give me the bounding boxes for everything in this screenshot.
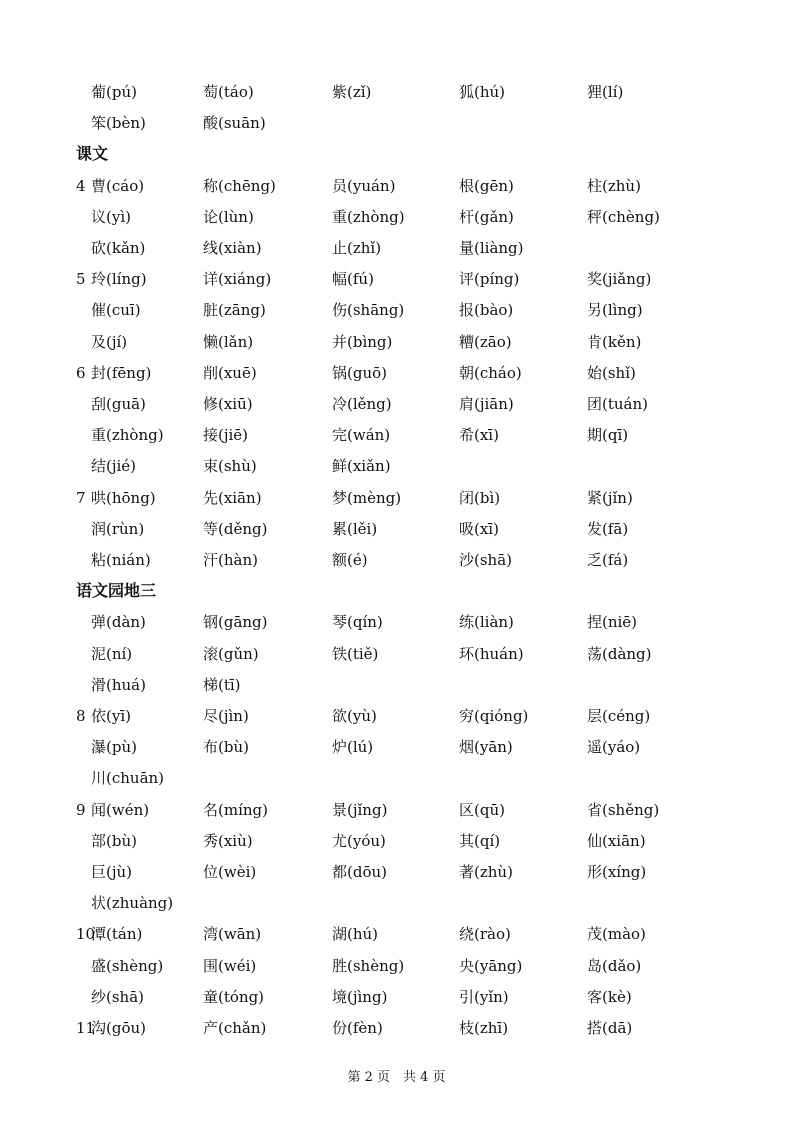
vocab-word: 著(zhù)	[459, 863, 513, 881]
vocab-word: 纱(shā)	[91, 988, 145, 1006]
vocab-row	[0, 361, 793, 385]
vocab-word: 滑(huá)	[91, 676, 146, 694]
vocab-word: 闭(bì)	[459, 489, 501, 507]
vocab-word: 炉(lú)	[332, 738, 374, 756]
vocab-word: 引(yǐn)	[459, 988, 509, 1006]
vocab-word: 酸(suān)	[203, 114, 266, 132]
vocab-word: 粘(nián)	[91, 551, 151, 569]
vocab-word: 发(fā)	[587, 520, 629, 538]
vocab-word: 评(píng)	[459, 270, 520, 288]
vocab-word: 童(tóng)	[203, 988, 265, 1006]
vocab-row	[0, 517, 793, 541]
lesson-number: 5	[76, 270, 86, 288]
vocab-word: 重(zhòng)	[91, 426, 164, 444]
lesson-number: 4	[76, 177, 86, 195]
vocab-word: 削(xuē)	[203, 364, 257, 382]
section-heading: 课文	[76, 144, 109, 163]
vocab-word: 区(qū)	[459, 801, 505, 819]
vocab-word: 都(dōu)	[332, 863, 387, 881]
vocab-word: 欲(yù)	[332, 707, 377, 725]
vocab-row	[0, 80, 793, 104]
vocab-word: 份(fèn)	[332, 1019, 383, 1037]
vocab-word: 捏(niē)	[587, 613, 638, 631]
vocab-word: 绕(rào)	[459, 925, 511, 943]
vocab-word: 穷(qióng)	[459, 707, 529, 725]
vocab-word: 砍(kǎn)	[91, 239, 146, 257]
vocab-word: 锅(guō)	[332, 364, 387, 382]
vocab-row	[0, 735, 793, 759]
vocab-word: 并(bìng)	[332, 333, 393, 351]
vocab-word: 柱(zhù)	[587, 177, 641, 195]
vocab-word: 封(fēng)	[91, 364, 152, 382]
vocab-word: 烟(yān)	[459, 738, 513, 756]
vocab-row	[0, 392, 793, 416]
vocab-word: 先(xiān)	[203, 489, 262, 507]
vocab-word: 湖(hú)	[332, 925, 379, 943]
vocab-word: 闻(wén)	[91, 801, 150, 819]
vocab-word: 其(qí)	[459, 832, 501, 850]
vocab-word: 形(xíng)	[587, 863, 647, 881]
vocab-word: 润(rùn)	[91, 520, 145, 538]
vocab-row	[0, 267, 793, 291]
vocab-word: 报(bào)	[459, 301, 514, 319]
vocab-word: 肩(jiān)	[459, 395, 514, 413]
vocab-row	[0, 798, 793, 822]
vocab-word: 修(xiū)	[203, 395, 253, 413]
vocab-word: 重(zhòng)	[332, 208, 405, 226]
vocab-word: 催(cuī)	[91, 301, 141, 319]
vocab-word: 省(shěng)	[587, 801, 660, 819]
vocab-row	[0, 704, 793, 728]
vocab-word: 央(yāng)	[459, 957, 523, 975]
vocab-word: 潭(tán)	[91, 925, 143, 943]
vocab-word: 曹(cáo)	[91, 177, 145, 195]
vocab-word: 幅(fú)	[332, 270, 374, 288]
vocab-word: 滚(gǔn)	[203, 645, 259, 663]
vocab-word: 仙(xiān)	[587, 832, 646, 850]
vocab-word: 位(wèi)	[203, 863, 257, 881]
vocab-word: 详(xiáng)	[203, 270, 272, 288]
vocab-word: 紫(zǐ)	[332, 83, 372, 101]
vocab-word: 肯(kěn)	[587, 333, 642, 351]
lesson-number: 11	[76, 1019, 96, 1037]
vocab-word: 胜(shèng)	[332, 957, 405, 975]
vocab-word: 量(liàng)	[459, 239, 524, 257]
vocab-row	[0, 423, 793, 447]
vocab-word: 接(jiē)	[203, 426, 249, 444]
vocab-word: 围(wéi)	[203, 957, 257, 975]
vocab-row	[0, 548, 793, 572]
vocab-word: 等(děng)	[203, 520, 268, 538]
vocab-word: 沟(gōu)	[91, 1019, 146, 1037]
vocab-word: 荡(dàng)	[587, 645, 652, 663]
vocab-row	[0, 174, 793, 198]
vocab-row	[0, 236, 793, 260]
vocab-word: 萄(táo)	[203, 83, 254, 101]
vocab-word: 狸(lí)	[587, 83, 624, 101]
page-footer: 第 2 页 共 4 页	[347, 1070, 446, 1085]
vocab-word: 完(wán)	[332, 426, 391, 444]
vocab-word: 议(yì)	[91, 208, 131, 226]
vocab-word: 巨(jù)	[91, 863, 133, 881]
vocab-word: 鲜(xiǎn)	[332, 457, 391, 475]
vocab-word: 秤(chèng)	[587, 208, 660, 226]
vocab-word: 境(jìng)	[332, 988, 388, 1006]
vocab-row	[0, 860, 793, 884]
vocab-word: 乏(fá)	[587, 551, 629, 569]
lesson-number: 7	[76, 489, 86, 507]
vocab-row	[0, 673, 793, 697]
vocab-word: 尤(yóu)	[332, 832, 386, 850]
vocab-word: 梦(mèng)	[332, 489, 402, 507]
vocab-word: 刮(guā)	[91, 395, 146, 413]
vocab-word: 始(shǐ)	[587, 364, 636, 382]
vocab-word: 层(céng)	[587, 707, 651, 725]
vocab-word: 累(lěi)	[332, 520, 378, 538]
vocab-word: 依(yī)	[91, 707, 131, 725]
vocab-word: 杆(gǎn)	[459, 208, 514, 226]
vocab-word: 枝(zhī)	[459, 1019, 509, 1037]
vocab-word: 湾(wān)	[203, 925, 262, 943]
vocab-word: 脏(zāng)	[203, 301, 266, 319]
vocab-row	[0, 642, 793, 666]
vocab-word: 遥(yáo)	[587, 738, 641, 756]
lesson-number: 6	[76, 364, 86, 382]
vocab-word: 弹(dàn)	[91, 613, 146, 631]
vocab-word: 根(gēn)	[459, 177, 514, 195]
vocab-row	[0, 486, 793, 510]
lesson-number: 10	[76, 925, 96, 943]
vocab-word: 论(lùn)	[203, 208, 254, 226]
vocab-word: 状(zhuàng)	[91, 894, 174, 912]
vocab-word: 伤(shāng)	[332, 301, 405, 319]
lesson-number: 8	[76, 707, 86, 725]
lesson-number: 9	[76, 801, 86, 819]
vocab-word: 冷(lěng)	[332, 395, 392, 413]
vocab-word: 额(é)	[332, 551, 368, 569]
vocab-word: 岛(dǎo)	[587, 957, 642, 975]
vocab-word: 茂(mào)	[587, 925, 646, 943]
vocab-word: 止(zhǐ)	[332, 239, 382, 257]
vocab-word: 玲(líng)	[91, 270, 147, 288]
vocab-row	[0, 922, 793, 946]
vocab-row	[0, 891, 793, 915]
vocab-word: 哄(hōng)	[91, 489, 156, 507]
vocab-word: 川(chuān)	[91, 769, 165, 787]
vocab-word: 梯(tī)	[203, 676, 241, 694]
vocab-word: 朝(cháo)	[459, 364, 522, 382]
vocab-word: 名(míng)	[203, 801, 268, 819]
vocab-word: 葡(pú)	[91, 83, 137, 101]
vocab-word: 部(bù)	[91, 832, 137, 850]
vocab-row	[0, 985, 793, 1009]
vocab-row	[0, 330, 793, 354]
vocab-word: 线(xiàn)	[203, 239, 262, 257]
vocab-word: 盛(shèng)	[91, 957, 164, 975]
vocab-row	[0, 610, 793, 634]
vocab-row	[0, 205, 793, 229]
vocab-word: 团(tuán)	[587, 395, 648, 413]
vocab-row	[0, 298, 793, 322]
vocab-word: 奖(jiǎng)	[587, 270, 652, 288]
vocab-word: 称(chēng)	[203, 177, 276, 195]
vocab-word: 结(jié)	[91, 457, 137, 475]
vocab-word: 景(jǐng)	[332, 801, 388, 819]
vocab-word: 汗(hàn)	[203, 551, 258, 569]
vocab-word: 员(yuán)	[332, 177, 396, 195]
vocab-word: 产(chǎn)	[203, 1019, 267, 1037]
vocab-row	[0, 954, 793, 978]
vocab-word: 及(jí)	[91, 333, 128, 351]
vocab-row	[0, 829, 793, 853]
vocab-word: 钢(gāng)	[203, 613, 268, 631]
vocab-word: 糟(zāo)	[459, 333, 512, 351]
vocab-word: 搭(dā)	[587, 1019, 633, 1037]
vocab-row	[0, 111, 793, 135]
vocab-row	[0, 454, 793, 478]
vocab-word: 懒(lǎn)	[203, 333, 254, 351]
vocab-word: 期(qī)	[587, 426, 629, 444]
vocab-word: 铁(tiě)	[332, 645, 379, 663]
vocab-word: 紧(jǐn)	[587, 489, 633, 507]
vocab-word: 吸(xī)	[459, 520, 499, 538]
vocab-word: 环(huán)	[459, 645, 524, 663]
vocab-row	[0, 1016, 793, 1040]
vocab-word: 尽(jìn)	[203, 707, 249, 725]
vocab-word: 沙(shā)	[459, 551, 513, 569]
vocab-row	[0, 766, 793, 790]
vocab-word: 狐(hú)	[459, 83, 506, 101]
vocab-word: 另(lìng)	[587, 301, 643, 319]
section-heading: 语文园地三	[76, 581, 157, 600]
vocab-word: 希(xī)	[459, 426, 499, 444]
vocab-word: 秀(xiù)	[203, 832, 253, 850]
vocab-word: 客(kè)	[587, 988, 632, 1006]
vocab-word: 布(bù)	[203, 738, 249, 756]
vocab-word: 练(liàn)	[459, 613, 514, 631]
vocab-word: 束(shù)	[203, 457, 257, 475]
vocab-word: 笨(bèn)	[91, 114, 146, 132]
vocab-word: 瀑(pù)	[91, 738, 137, 756]
vocab-word: 泥(ní)	[91, 645, 133, 663]
vocab-word: 琴(qín)	[332, 613, 383, 631]
